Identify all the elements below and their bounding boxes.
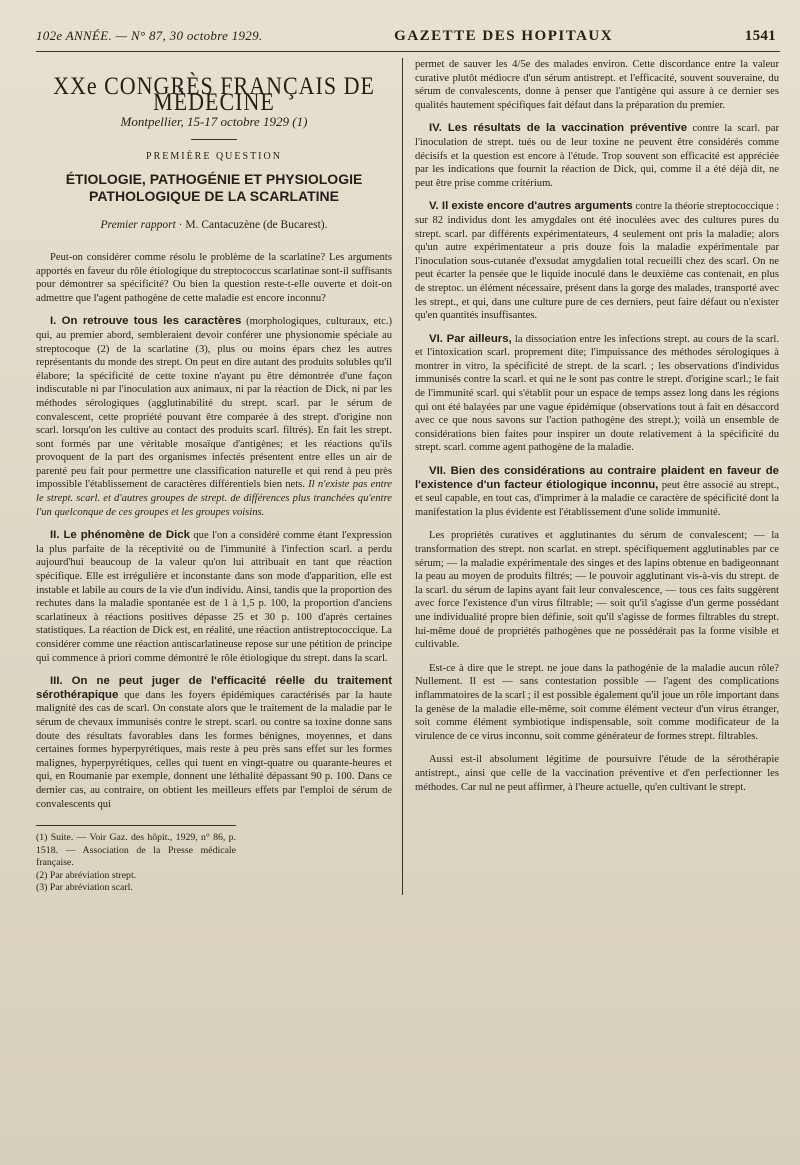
footnotes <box>36 825 236 895</box>
congress-title: XXe CONGRÈS FRANÇAIS DE MÉDECINE <box>53 71 375 116</box>
journal-title: GAZETTE DES HOPITAUX <box>394 28 614 44</box>
place-date: Montpellier, 15-17 octobre 1929 (1) <box>120 114 308 130</box>
issue-line: 102e ANNÉE. — N° 87, 30 octobre 1929. <box>36 28 263 43</box>
paragraph-strept-role: Est-ce à dire que le strept. ne joue dans la pathogénie de la maladie aucun rôle? Nullement. Il est — sans contestation possible — l'agent des complications inflammatoires de la scarl ; il est possible également qu'il joue un rôle important dans la genèse de la maladie elle-même, soit comme élément vecteur d'un virus étranger, soit comme élément symbiotique indispensable, soit comme modificateur de la virulence de ce virus inconnu, soit comme générateur de formes strept. filtrables. <box>415 662 779 742</box>
footnote-3: (3) Par abréviation scarl. <box>36 882 133 894</box>
section-4 <box>415 122 779 190</box>
question-label: PREMIÈRE QUESTION <box>146 150 282 162</box>
footnote-1: (1) Suite. — Voir Gaz. des hôpit., 1929, n° 86, p. 1518. — Association de la Presse médicale française. <box>36 832 236 869</box>
section-5-lead: V. Il existe encore d'autres arguments <box>429 200 633 213</box>
section-1 <box>36 315 392 519</box>
section-5-text: contre la théorie streptococcique : sur 82 individus dont les amygdales ont été inoculées avec des cultures pures du strept. scarl. par différents expérimentateurs, 4 seulement ont pris la maladie; alors qu'un autre expérimentateur a pris douze fois la maladie expérimentale par l'inoculation sous-cutanée d'exsudat amygdalien total recueilli chez des scarl. On ne peut écarter la pensée que le liquide inoculé dans le deuxième cas contenait, en plus de streptoc. un élément nécessaire, présent dans la gorge des malades, transporté avec les strept., et qui, dans une culture pure de ces derniers, peut faire défaut ou n'exister qu'en quantités insuffisantes. <box>415 201 780 322</box>
section-7-lead: VII. Bien des considérations au contraire plaident en faveur de l'existence d'un facteur étiologique inconnu, <box>415 465 779 491</box>
paragraph-conclusion: Aussi est-il absolument légitime de poursuivre l'étude de la sérothérapie antistrept., ainsi que celle de la vaccination préventive et d'en perfectionner les méthodes. Car nul ne peut affirmer, à l'heure actuelle, qu'en cultivant le strept. <box>415 754 779 793</box>
section-3-lead: III. On ne peut juger de l'efficacité réelle du traitement sérothérapique <box>36 675 392 701</box>
report-line <box>36 219 392 233</box>
section-1-text: (morphologiques, culturaux, etc.) qui, au premier abord, sembleraient devoir conférer une physionomie spéciale au streptocoque (2) de la scarlatine (3), plus ou moins épars chez les autres représentants du monde des strept. On peut en dire autant des produits solubles qu'il élabore; la spécificité de cette toxine n'ayant pu être démontrée d'une façon indiscutable ni par l'inoculation aux animaux, ni par la réaction de Dick, ni par les méthodes sérologiques (agglutinabilité du strept. scarl. par le sérum de convalescent, cette propriété pouvant être comparée à des strept. d'origine non scarl. lorsqu'on les cultive au contact des produits scarl. filtrés). En fait les strept. sont formés par une véritable mosaïque d'antigènes; et les réactions qu'ils provoquent de la part des organismes infectés présentent entre elles un air de parenté peu fait pour permettre une classification naturelle et qui rend à peu près impossible l'établissement de caractères différentiels bien nets. <box>36 316 392 491</box>
section-6-lead: VI. Par ailleurs, <box>429 332 512 345</box>
page-header <box>36 28 780 52</box>
footnote-2: (2) Par abréviation strept. <box>36 869 137 881</box>
report-label: Premier rapport <box>100 219 176 232</box>
report-author: · M. Cantacuzène (de Bucarest). <box>175 219 328 232</box>
page-number: 1541 <box>744 28 776 44</box>
section-2-lead: II. Le phénomène de Dick <box>50 529 190 542</box>
article-columns <box>36 58 780 895</box>
section-2 <box>36 529 392 665</box>
section-7-text: peut être associé au strept., et seul capable, en tout cas, d'imprimer à la maladie ce caractère de spécificité dont la manifestation la plus évidente est l'établissement d'une solide immunité. <box>415 479 779 518</box>
left-column <box>36 58 403 895</box>
section-6 <box>415 333 779 455</box>
section-4-text: contre la scarl. par l'inoculation de strept. tués ou de leur toxine ne peuvent être considérés comme décisifs et la question est encore à l'étude. Trop souvent son efficacité est appréciée par les indications que fournit la réaction de Dick, qui, comme il a été déjà dit, ne peut être prise comme critérium. <box>415 123 780 189</box>
divider <box>191 139 237 140</box>
section-1-italic: Il n'existe pas entre le strept. scarl. et d'autres groupes de strept. de différences plus tranchées qu'entre l'un quelconque de ces groupes et les groupes voisins. <box>36 479 392 518</box>
section-3 <box>36 675 392 811</box>
topic-title: ÉTIOLOGIE, PATHOGÉNIE ET PHYSIOLOGIE PATHOLOGIQUE DE LA SCARLATINE <box>65 171 363 205</box>
section-2-text: que l'on a considéré comme étant l'expression la plus parfaite de la réceptivité ou de l'immunité à l'infection scarl. a perdu aujourd'hui beaucoup de la valeur qu'on lui attribuait en tant que réaction spécifique. Elle est irrégulière et inconstante dans son mode d'apparition, elle est instable et labile au cours de la vie d'un individu. Ainsi, tandis que la proportion des rechutes dans la maladie spontanée est de 1 à 1,5 p. 100, la proportion d'anciens scarlatineux à réactions positives dépasse 25 et 30 p. 100 d'après certaines statistiques. La réaction de Dick est, en réalité, une réaction antistreptococcique. La considérer comme une réaction antiscarlatineuse repose sur une pétition de principe qui commence à priori comme démontré le rôle étiologique du strept. dans la scarl. <box>36 530 392 664</box>
section-6-text: la dissociation entre les infections strept. au cours de la scarl. et l'intoxication scarl. proprement dite; l'impuissance des méthodes sérologiques à montrer in vitro, la spécificité de strept. de la scarl. ; les observations d'individus immunisés contre la scarl. et qui ne le sont pas contre le strept. d'origine scarl.; le fait de l'immunité scarl. qui s'établit pour un espace de temps assez long dans les régions qui ont été balayées par une vague épidémique (observations tout à fait en désaccord avec ce que nous savons sur l'action pathogène des strept.); voilà un ensemble de considérations bien faites pour inspirer un doute relativement à la spécificité du strept. scarl. comme agent pathogène de la maladie. <box>415 333 779 454</box>
section-7 <box>415 465 779 519</box>
intro-paragraph: Peut-on considérer comme résolu le problème de la scarlatine? Les arguments apportés en faveur du rôle étiologique du streptococcus scarlatinae sont-il suffisants pour démontrer sa spécificité? Ou bien la question reste-t-elle ouverte et doit-on admettre que l'agent pathogène de cette maladie est encore inconnu? <box>36 251 392 304</box>
section-3-text: que dans les foyers épidémiques caractérisés par la haute malignité des cas de scarl. On constate alors que le traitement de la maladie par le sérum de chevaux immunisés contre le strept. scarl. ou contre sa toxine donne sans doute des résultats favorables dans les formes bénignes, moyennes, et dans certaines formes hyperpyrétiques, mais reste à peu près sans effet sur les formes malignes, hyperpyrétiques, celles qui tuent en vingt-quatre ou quarante-heures et qui, en Roumanie par exemple, donnent une léthalité dépassant 90 p. 100. Dans ce dernier cas, au contraire, on obtient les meilleurs effets par l'emploi de sérum de convalescents qui <box>36 689 392 810</box>
section-4-lead: IV. Les résultats de la vaccination préventive <box>429 122 688 135</box>
section-3-continued: permet de sauver les 4/5e des malades environ. Cette discordance entre la valeur curative plutôt médiocre d'un sérum antistrept. et l'efficacité, souvent souveraine, du sérum de convalescents, donne à penser que l'antigène qui assure à ce dernier ses qualités hautement spécifiques fait défaut dans la préparation du premier. <box>415 59 779 111</box>
section-5 <box>415 200 779 322</box>
paragraph-evidence: Les propriétés curatives et agglutinantes du sérum de convalescent; — la transformation des strept. non scarlat. en strept. spécifiquement agglutinables par ce sérum; — la maladie expérimentale des singes et des lapins obtenue en badigeonnant la peau au moyen de produits filtrés; — le pouvoir agglutinant vis-à-vis du strept. de la scarl. du sérum de lapins ayant fait leur convalescence, — tous ces faits suggèrent avec force l'existence d'un virus filtrable; — soit qu'il s'agisse d'un germe possédant une individualité propre bien définie, soit qu'il s'agisse de formes filtrables du strept. lui-même doué de propriétés pathogènes que ne possédérait pas la forme visible et cultivable. <box>415 530 779 651</box>
section-1-lead: I. On retrouve tous les caractères <box>50 315 242 328</box>
right-column <box>403 58 779 895</box>
